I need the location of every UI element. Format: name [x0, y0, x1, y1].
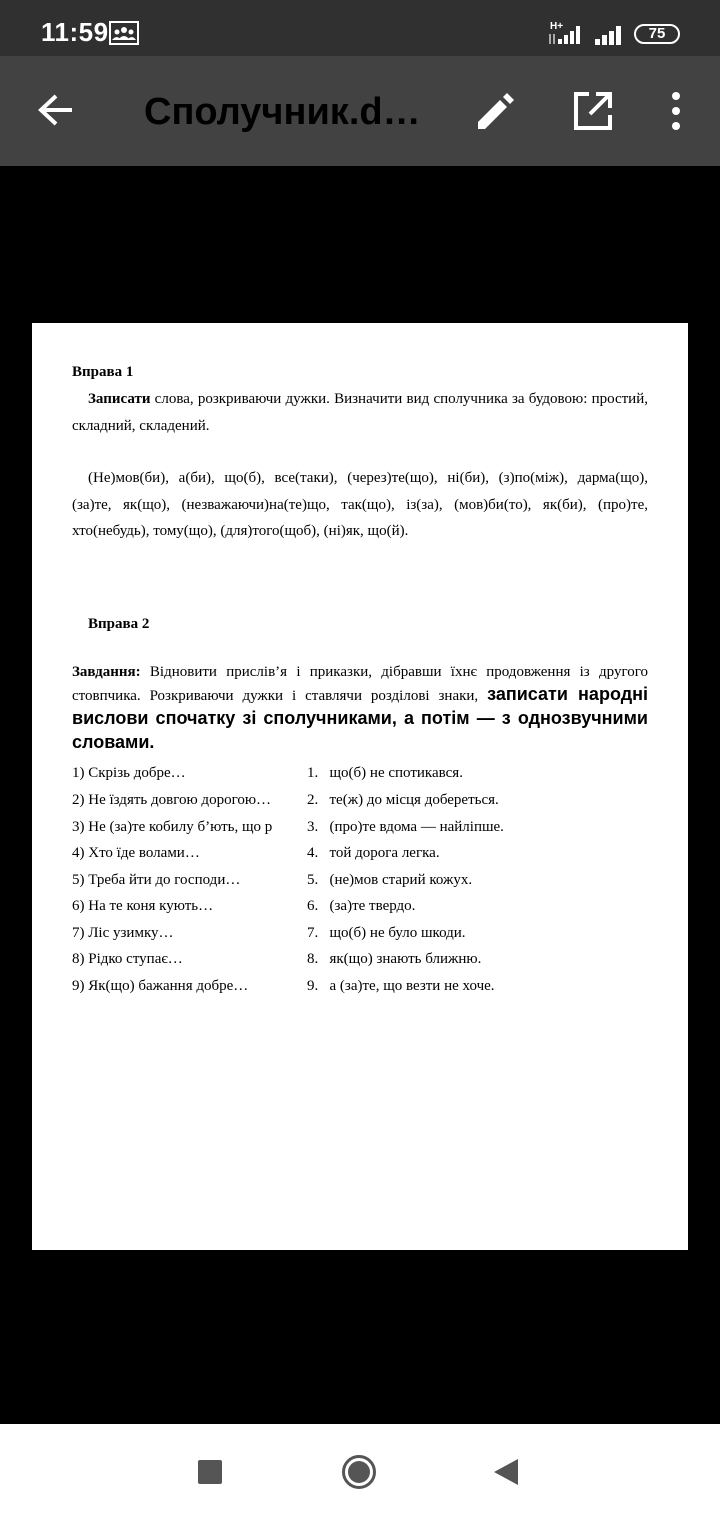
back-nav-button[interactable] [494, 1459, 518, 1485]
ending-text: (за)те твердо. [329, 898, 416, 914]
ending-number: 3. [307, 819, 319, 835]
ending-text: як(що) знають ближню. [329, 951, 482, 967]
proverb-start: 6) На те коня кують… [72, 898, 214, 914]
more-options-button[interactable] [664, 89, 688, 133]
exercise1-words: (Не)мов(би), а(би), що(б), все(таки), (через)те(що), ні(би), (з)по(між), дарма(що), (за)те, як(що), (незважаючи)на(те)що, так(що), із(за), (мов)би(то), як(би), (про)те, хто(небудь), тому(що), (для)того(щоб), (ні)як, що(й). [72, 470, 648, 539]
ending-number: 4. [307, 845, 319, 861]
proverb-ending [307, 898, 415, 915]
document-title: Сполучник.d… [144, 91, 421, 133]
ending-text: а (за)те, що везти не хоче. [329, 978, 495, 994]
proverb-start: 5) Треба йти до господи… [72, 872, 241, 888]
status-bar [0, 0, 720, 56]
notification-icon [109, 21, 139, 50]
proverb-ending [307, 765, 463, 782]
proverb-start: 7) Ліс узимку… [72, 925, 174, 941]
back-arrow-icon [36, 90, 76, 130]
document-page[interactable] [32, 323, 688, 1250]
ending-number: 1. [307, 765, 319, 781]
exercise2-task-text: Відновити прислів’я і приказки, дібравши їхнє продовження із другого стовпчика. Розкриваючи дужки і ставлячи розділові знаки, [72, 664, 648, 704]
mobile-signal-icon [548, 20, 588, 51]
recents-button[interactable] [198, 1460, 222, 1484]
open-in-new-icon [571, 89, 615, 133]
ending-number: 5. [307, 872, 319, 888]
proverb-start: 8) Рідко ступає… [72, 951, 183, 967]
exercise2-heading: Вправа 2 [88, 616, 150, 632]
ending-text: (не)мов старий кожух. [329, 872, 473, 888]
proverb-ending [307, 845, 440, 862]
proverb-ending [307, 819, 504, 836]
ending-number: 8. [307, 951, 319, 967]
signal-strength-icon [594, 24, 626, 51]
proverb-start: 3) Не (за)те кобилу б’ють, що р [72, 819, 273, 835]
proverb-ending [307, 978, 495, 995]
edit-button[interactable] [474, 89, 518, 133]
ending-text: те(ж) до місця добереться. [329, 792, 499, 808]
proverb-ending [307, 872, 472, 889]
proverb-ending [307, 951, 481, 968]
proverb-start: 9) Як(що) бажання добре… [72, 978, 249, 994]
ending-text: що(б) не спотикався. [329, 765, 463, 781]
navigation-bar [0, 1424, 720, 1520]
exercise2-task-emphasis: записати народні вислови спочатку зі сполучниками, а потім — з однозвучними словами. [72, 684, 648, 752]
exercise1-instructions [72, 386, 648, 439]
battery-level: 75 [634, 24, 680, 44]
home-button[interactable] [341, 1454, 377, 1490]
open-external-button[interactable] [571, 89, 615, 133]
ending-text: (про)те вдома — найліпше. [329, 819, 504, 835]
exercise2-task-label: Завдання: [72, 664, 141, 680]
proverb-start: 1) Скрізь добре… [72, 765, 186, 781]
more-vert-icon [664, 89, 688, 133]
ending-text: той дорога легка. [329, 845, 440, 861]
exercise2-task [72, 661, 648, 755]
proverb-ending [307, 792, 499, 809]
proverb-start: 2) Не їздять довгою дорогою… [72, 792, 272, 808]
exercise1-heading: Вправа 1 [72, 364, 134, 380]
proverb-ending [307, 925, 466, 942]
exercise1-instr-text: слова, розкриваючи дужки. Визначити вид сполучника за будовою: простий, складний, складений. [72, 391, 648, 434]
ending-number: 6. [307, 898, 319, 914]
exercise1-instr-bold: Записати [88, 391, 151, 407]
ending-number: 9. [307, 978, 319, 994]
back-button[interactable] [36, 90, 76, 130]
network-type-label: H+ [550, 21, 564, 32]
ending-number: 7. [307, 925, 319, 941]
ending-text: що(б) не було шкоди. [329, 925, 466, 941]
proverb-start: 4) Хто їде волами… [72, 845, 200, 861]
pencil-icon [474, 89, 518, 133]
status-time: 11:59 [41, 17, 109, 47]
ending-number: 2. [307, 792, 319, 808]
